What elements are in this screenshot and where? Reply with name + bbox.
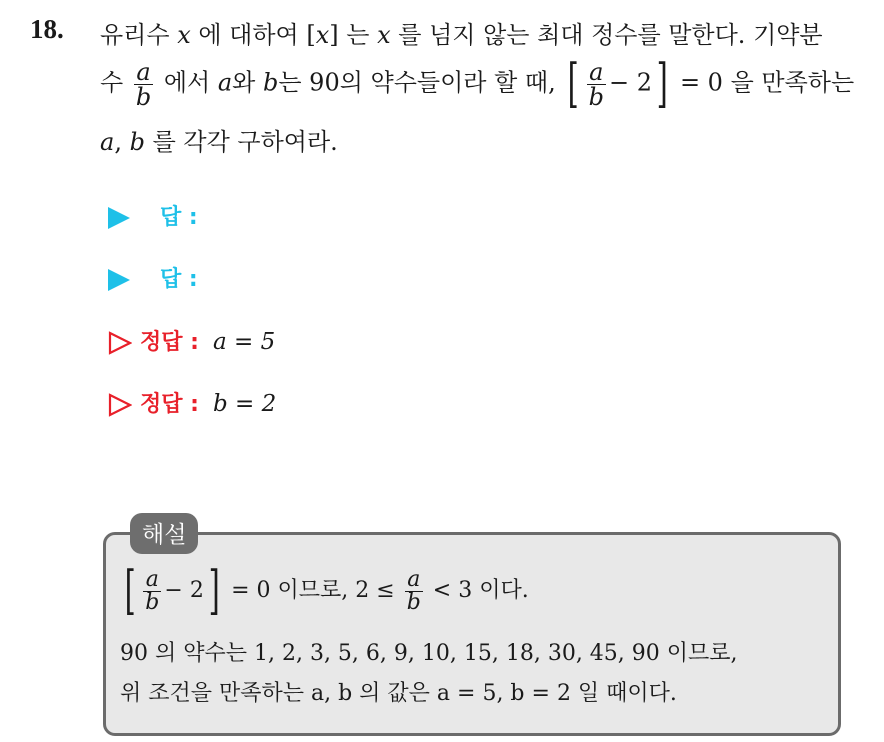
correct-answer-row-2 [108,387,276,418]
text-segment: 수 [100,68,131,97]
fraction-a-over-b [134,57,153,111]
correct-answer-row-1 [108,325,275,356]
correct-answer-label: 정답 : [140,330,199,355]
text-segment: ] 는 [329,21,378,49]
right-floor-bracket: ] [656,54,668,114]
outlined-triangle-icon [108,393,132,417]
filled-triangle-icon [108,207,130,229]
explanation-tag: 해설 [130,513,198,554]
comma: , [114,128,130,156]
variable-x: x [315,21,330,49]
numerator: a [134,60,153,85]
text-segment: 에서 [156,68,218,97]
denominator: b [588,82,604,111]
fraction-a-over-b [587,57,606,111]
denominator: b [135,82,152,111]
answer-label: 답 : [160,267,198,292]
text-segment: 를 넘지 않는 최대 정수를 말한다. 기약분 [390,21,823,49]
text-segment: 를 각각 구하여라. [144,128,338,156]
answer-row-2 [108,262,198,293]
text-segment: 는 90의 약수들이라 할 때, [278,68,564,97]
problem-line-2 [100,54,855,114]
denominator: b [406,589,421,615]
text-segment: < 3 이다. [425,578,529,603]
left-floor-bracket: [ [567,54,580,114]
right-floor-bracket: ] [208,561,220,621]
minus-two: − 2 [164,578,204,603]
problem-number: 18. [30,14,64,44]
variable-b: b [129,128,145,156]
outlined-triangle-icon [108,331,132,355]
correct-answer-value: a = 5 [212,329,276,355]
numerator: a [587,60,606,85]
variable-x: x [377,21,391,49]
explanation-line-2: 90 의 약수는 1, 2, 3, 5, 6, 9, 10, 15, 18, 30, 45, 90 이므로, [120,641,738,666]
variable-a: a [217,68,233,97]
variable-x: x [177,21,191,49]
problem-line-3 [100,122,338,157]
text-segment: = 0 을 만족하는 [672,68,855,97]
minus-two: − 2 [609,68,653,97]
text-segment: = 0 이므로, 2 ≤ [224,578,402,603]
numerator: a [143,569,161,592]
numerator: a [405,569,423,592]
text-segment: 유리수 [100,21,178,49]
correct-answer-label: 정답 : [140,392,199,417]
denominator: b [145,589,160,615]
correct-answer-value: b = 2 [212,391,277,417]
variable-b: b [262,68,279,97]
problem-line-1 [100,15,823,50]
text-segment: 에 대하여 [ [190,21,316,49]
text-segment: 와 [232,68,263,97]
answer-row-1 [108,200,198,231]
explanation-line-3: 위 조건을 만족하는 a, b 의 값은 a = 5, b = 2 일 때이다. [120,681,677,706]
variable-a: a [100,128,115,156]
fraction-a-over-b [405,566,423,615]
fraction-a-over-b [143,566,161,615]
explanation-line-1 [120,561,529,621]
left-floor-bracket: [ [124,561,136,621]
filled-triangle-icon [108,269,130,291]
answer-label: 답 : [160,205,198,230]
